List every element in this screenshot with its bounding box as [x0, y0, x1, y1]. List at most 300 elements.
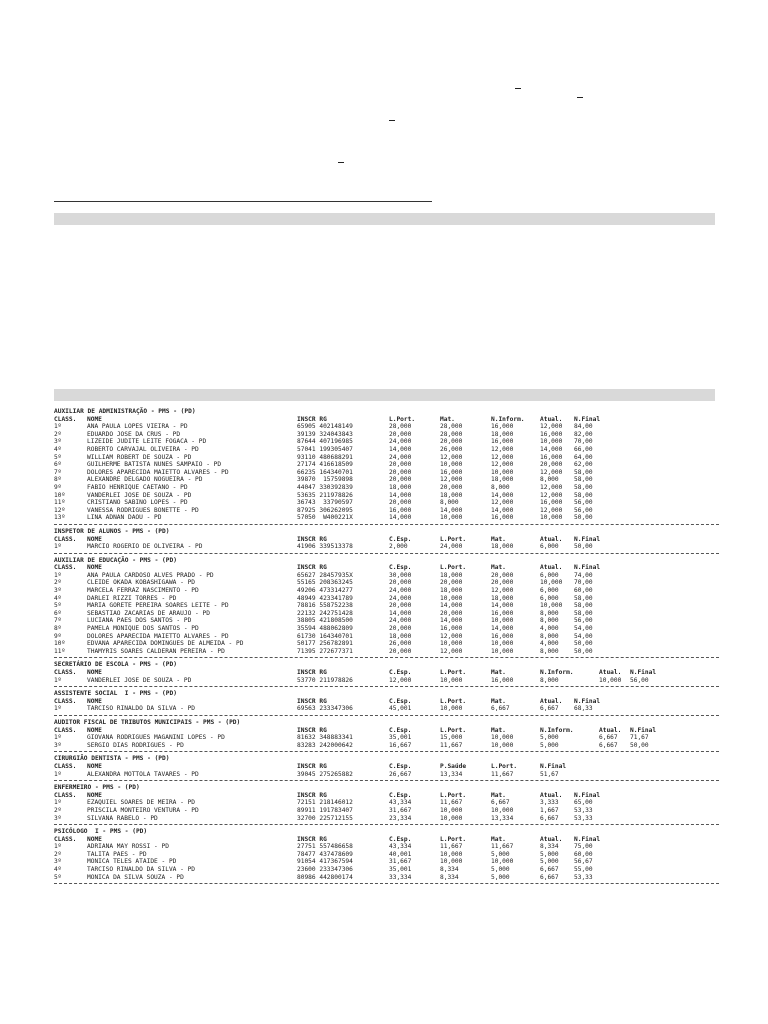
table-cell: 5º [54, 873, 62, 881]
column-header: INSCR RG [297, 697, 327, 705]
table-cell: 3º [54, 438, 62, 446]
table-cell: 16,000 [440, 625, 463, 633]
table-row [54, 705, 719, 713]
column-header: Atual. [540, 791, 563, 799]
table-cell: 2º [54, 850, 62, 858]
table-cell: 16,000 [540, 430, 563, 438]
table-cell: 8,000 [540, 647, 559, 655]
column-header: CLASS. [54, 669, 77, 676]
table-cell: 10,000 [440, 676, 463, 684]
column-header: CLASS. [54, 791, 77, 799]
table-cell: 24,000 [389, 438, 412, 446]
table-cell: 10º [54, 491, 66, 499]
section-title: INSPETOR DE ALUNOS - PMS - (PD) [54, 527, 170, 535]
table-cell: 20,000 [491, 571, 514, 579]
table-cell: 20,000 [440, 579, 463, 587]
table-cell: 1º [54, 843, 62, 851]
table-row [54, 543, 719, 551]
table-cell: 91054 417367594 [297, 858, 353, 866]
table-cell: 10,000 [440, 858, 463, 866]
results-list [54, 408, 719, 887]
table-cell: 81632 348883341 [297, 734, 353, 742]
table-cell: 64,00 [574, 453, 593, 461]
column-header: N.Final [574, 415, 601, 423]
section [54, 719, 719, 752]
column-header: N.Inform. [540, 669, 574, 676]
table-cell: 5,000 [491, 850, 510, 858]
table-cell: 5,000 [540, 734, 559, 742]
table-cell: 10,000 [440, 514, 463, 522]
table-cell: 11,667 [491, 770, 514, 778]
table-cell: 27174 416618509 [297, 461, 353, 469]
table-header [54, 763, 719, 771]
table-cell: 18,000 [440, 571, 463, 579]
table-cell: 26,000 [440, 445, 463, 453]
table-cell: 16,000 [491, 514, 514, 522]
table-cell: 15,000 [440, 734, 463, 742]
table-cell: 10,000 [491, 806, 514, 814]
table-cell: EDVANA APARECIDA DOMINGUES DE ALMEIDA - PD [87, 640, 244, 648]
table-cell: ALEXANDRE DELGADO NOGUEIRA - PD [87, 476, 203, 484]
table-cell: 24,000 [389, 587, 412, 595]
table-cell: 8,000 [540, 609, 559, 617]
table-cell: 12º [54, 506, 66, 514]
column-header: CLASS. [54, 535, 77, 543]
table-row [54, 843, 719, 851]
table-cell: 10,000 [440, 640, 463, 648]
table-cell: LUCIANA PAES DOS SANTOS - PD [87, 617, 192, 625]
table-cell: 89911 191783407 [297, 806, 353, 814]
table-cell: 40,001 [389, 850, 412, 858]
table-header [54, 416, 719, 424]
section-separator [54, 883, 719, 884]
table-cell: 14,000 [440, 602, 463, 610]
column-header: C.Esp. [389, 535, 412, 543]
column-header: CLASS. [54, 726, 77, 734]
table-cell: 51,67 [540, 770, 559, 778]
table-cell: CLEIDE OKADA KOBASHIGAWA - PD [87, 579, 196, 587]
column-header: N.Final [540, 762, 567, 770]
table-cell: 55165 208363245 [297, 579, 353, 587]
table-row [54, 640, 719, 648]
column-header: C.Esp. [389, 791, 412, 799]
table-cell: PRISCILA MONTEIRO VENTURA - PD [87, 806, 199, 814]
table-cell: 12,000 [440, 647, 463, 655]
table-cell: 69563 233347306 [297, 705, 353, 713]
table-cell: 18,000 [389, 483, 412, 491]
table-cell: 1º [54, 571, 62, 579]
table-row [54, 633, 719, 641]
column-header: CLASS. [54, 415, 77, 423]
table-cell: 20,000 [440, 609, 463, 617]
table-cell: 8º [54, 476, 62, 484]
table-cell: 53,33 [574, 814, 593, 822]
table-cell: TARCISO RINALDO DA SILVA - PD [87, 866, 196, 874]
table-cell: 53770 211978826 [297, 676, 353, 684]
table-row [54, 815, 719, 823]
table-cell: 38805 421808500 [297, 617, 353, 625]
table-cell: 5,000 [540, 741, 559, 749]
table-cell: 10,000 [491, 741, 514, 749]
table-cell: 14,000 [491, 602, 514, 610]
table-cell: 5,000 [540, 858, 559, 866]
table-cell: 11,667 [491, 843, 514, 851]
table-cell: DOLORES APARECIDA MAIETTO ALVARES - PD [87, 632, 229, 640]
column-header: C.Esp. [389, 835, 412, 843]
table-cell: 12,000 [540, 468, 563, 476]
column-header: Mat. [491, 564, 506, 572]
table-row [54, 469, 719, 477]
table-cell: 65,00 [574, 799, 593, 807]
table-cell: 20,000 [389, 461, 412, 469]
table-cell: CRISTIANO SABINO LOPES - PD [87, 499, 188, 507]
table-cell: FABIO HENRIQUE CAETANO - PD [87, 483, 188, 491]
table-row [54, 595, 719, 603]
table-header [54, 698, 719, 706]
column-header: N.Final [574, 791, 601, 799]
table-cell: ROBERTO CARVAJAL OLIVEIRA - PD [87, 445, 199, 453]
table-cell: MARCIO ROGERIO DE OLIVEIRA - PD [87, 543, 203, 551]
column-header: NOME [87, 669, 102, 676]
table-cell: 11,667 [440, 741, 463, 749]
table-row [54, 579, 719, 587]
table-cell: 8,000 [540, 676, 559, 684]
table-cell: 39139 324043843 [297, 430, 353, 438]
table-cell: 24,000 [389, 617, 412, 625]
table-cell: 16,000 [491, 632, 514, 640]
column-header: INSCR RG [297, 835, 327, 843]
column-header: CLASS. [54, 762, 77, 770]
table-cell: 6,000 [540, 571, 559, 579]
table-cell: 6º [54, 609, 62, 617]
table-cell: 50,00 [574, 543, 593, 551]
table-cell: 65627 28457935X [297, 571, 353, 579]
table-cell: 6,000 [540, 594, 559, 602]
table-cell: 11,667 [440, 799, 463, 807]
section [54, 528, 719, 554]
table-row [54, 499, 719, 507]
table-cell: 12,000 [540, 423, 563, 431]
table-cell: 18,000 [389, 632, 412, 640]
table-cell: ANA PAULA CARDOSO ALVES PRADO - PD [87, 571, 214, 579]
table-row [54, 507, 719, 515]
table-cell: SILVANA RABELO - PD [87, 814, 158, 822]
table-cell: 7º [54, 468, 62, 476]
table-header [54, 564, 719, 572]
table-cell: 2º [54, 430, 62, 438]
table-cell: 80986 442800174 [297, 873, 353, 881]
table-cell: 53,33 [574, 873, 593, 881]
table-cell: 58,00 [574, 468, 593, 476]
table-cell: 35594 488062809 [297, 625, 353, 633]
table-cell: 12,000 [540, 491, 563, 499]
table-cell: 22132 242751428 [297, 609, 353, 617]
table-cell: 18,000 [440, 491, 463, 499]
table-cell: 20,000 [389, 468, 412, 476]
table-cell: 1º [54, 770, 62, 778]
table-cell: 53635 211978826 [297, 491, 353, 499]
table-cell: 82,00 [574, 430, 593, 438]
table-cell: 78816 558752238 [297, 602, 353, 610]
table-cell: 1,667 [540, 806, 559, 814]
column-header: L.Port. [440, 726, 467, 734]
table-cell: 5º [54, 453, 62, 461]
table-cell: 61730 164340701 [297, 632, 353, 640]
section-title: AUDITOR FISCAL DE TRIBUTOS MUNICIPAIS - PMS - (PD) [54, 718, 241, 726]
column-header: C.Esp. [389, 697, 412, 705]
table-cell: 6,000 [540, 543, 559, 551]
table-cell: 66,00 [574, 445, 593, 453]
table-cell: 24,000 [389, 453, 412, 461]
table-cell: 11º [54, 647, 66, 655]
table-cell: ANA PAULA LOPES VIEIRA - PD [87, 423, 188, 431]
table-cell: 9º [54, 632, 62, 640]
table-cell: 58,00 [574, 483, 593, 491]
column-header: Atual. [540, 415, 563, 423]
table-cell: 7º [54, 617, 62, 625]
column-header: CLASS. [54, 564, 77, 572]
table-cell: 71395 272677371 [297, 647, 353, 655]
column-header: CLASS. [54, 697, 77, 705]
table-cell: 8,334 [540, 843, 559, 851]
table-cell: 27751 557486658 [297, 843, 353, 851]
table-cell: 14,000 [491, 491, 514, 499]
table-cell: 5,000 [491, 873, 510, 881]
table-cell: 10,000 [599, 676, 622, 684]
table-cell: 62,00 [574, 461, 593, 469]
table-cell: 3º [54, 814, 62, 822]
gray-band [54, 213, 715, 225]
column-header: NOME [87, 791, 102, 799]
table-cell: 58,00 [574, 594, 593, 602]
section-separator [54, 780, 719, 781]
column-header: NOME [87, 726, 102, 734]
table-cell: DOLORES APARECIDA MAIETTO ALVARES - PD [87, 468, 229, 476]
table-cell: 6,667 [599, 734, 618, 742]
table-cell: 49206 473314277 [297, 587, 353, 595]
table-cell: 10,000 [491, 468, 514, 476]
column-header: L.Port. [491, 762, 518, 770]
column-header: Atual. [599, 669, 622, 676]
table-cell: 10,000 [440, 806, 463, 814]
table-cell: 4º [54, 445, 62, 453]
table-cell: 44047 330392839 [297, 483, 353, 491]
table-cell: 23600 233347306 [297, 866, 353, 874]
table-cell: 66235 164340701 [297, 468, 353, 476]
table-cell: MONICA DA SILVA SOUZA - PD [87, 873, 184, 881]
column-header: Mat. [440, 415, 455, 423]
table-cell: 43,334 [389, 843, 412, 851]
table-cell: 1º [54, 799, 62, 807]
table-cell: 10,000 [491, 647, 514, 655]
table-cell: 6,667 [491, 705, 510, 713]
dash-mark [515, 88, 521, 89]
table-row [54, 648, 719, 656]
table-cell: 20,000 [389, 625, 412, 633]
table-cell: 2,000 [389, 543, 408, 551]
section [54, 557, 719, 659]
table-cell: 10,000 [440, 461, 463, 469]
table-row [54, 677, 719, 685]
table-cell: 93110 480688291 [297, 453, 353, 461]
column-header: P.Saúde [440, 762, 467, 770]
section-separator [54, 657, 719, 658]
table-cell: ADRIANA MAY ROSSI - PD [87, 843, 169, 851]
table-cell: GUILHERME BATISTA NUNES SAMPAIO - PD [87, 461, 222, 469]
table-cell: 13,334 [491, 814, 514, 822]
table-row [54, 602, 719, 610]
table-cell: 18,000 [491, 543, 514, 551]
table-cell: 10,000 [540, 602, 563, 610]
table-cell: 35,001 [389, 734, 412, 742]
table-cell: 14,000 [491, 625, 514, 633]
table-cell: ALEXANDRA MOTTOLA TAVARES - PD [87, 770, 199, 778]
table-cell: 28,000 [440, 423, 463, 431]
table-cell: 20,000 [491, 579, 514, 587]
table-cell: 53,33 [574, 806, 593, 814]
table-cell: 10,000 [540, 579, 563, 587]
table-cell: 13,334 [440, 770, 463, 778]
column-header: Atual. [540, 835, 563, 843]
table-cell: WILLIAM ROBERT DE SOUZA - PD [87, 453, 192, 461]
table-row [54, 625, 719, 633]
table-cell: 16,000 [491, 438, 514, 446]
table-cell: 20,000 [440, 483, 463, 491]
table-cell: 43,334 [389, 799, 412, 807]
table-cell: 10,000 [440, 814, 463, 822]
table-cell: 8º [54, 625, 62, 633]
table-cell: VANDERLEI JOSE DE SOUZA - PD [87, 676, 192, 684]
table-cell: 50,00 [574, 647, 593, 655]
table-cell: 12,000 [440, 476, 463, 484]
table-cell: 1º [54, 676, 62, 684]
table-cell: 26,000 [389, 640, 412, 648]
table-cell: 14,000 [540, 445, 563, 453]
column-header: N.Final [574, 697, 601, 705]
table-cell: 16,000 [491, 423, 514, 431]
table-cell: VANDERLEI JOSE DE SOUZA - PD [87, 491, 192, 499]
table-cell: 10,000 [440, 850, 463, 858]
table-cell: 31,667 [389, 858, 412, 866]
table-cell: 56,00 [574, 506, 593, 514]
section-title: AUXILIAR DE EDUCAÇÃO - PMS - (PD) [54, 556, 177, 564]
table-cell: 50,00 [574, 514, 593, 522]
table-cell: MONICA TELES ATAIDE - PD [87, 858, 177, 866]
table-cell: 70,00 [574, 438, 593, 446]
section [54, 661, 719, 687]
table-cell: EZAQUIEL SOARES DE MEIRA - PD [87, 799, 196, 807]
column-header: INSCR RG [297, 669, 327, 676]
column-header: L.Port. [389, 415, 416, 423]
table-cell: 71,67 [630, 734, 649, 742]
table-row [54, 587, 719, 595]
table-cell: 50177 256782891 [297, 640, 353, 648]
table-row [54, 866, 719, 874]
table-cell: 23,334 [389, 814, 412, 822]
table-row [54, 851, 719, 859]
table-cell: 16,000 [540, 499, 563, 507]
table-cell: 3º [54, 858, 62, 866]
column-header: NOME [87, 835, 102, 843]
table-cell: 14,000 [389, 491, 412, 499]
section [54, 784, 719, 825]
table-cell: 10,000 [440, 705, 463, 713]
table-cell: 32700 225712155 [297, 814, 353, 822]
table-cell: 10,000 [491, 734, 514, 742]
table-cell: 1º [54, 705, 62, 713]
table-cell: 10,000 [491, 858, 514, 866]
dash-mark [338, 162, 344, 163]
table-cell: 5º [54, 602, 62, 610]
table-cell: 8,000 [540, 617, 559, 625]
table-cell: 35,001 [389, 866, 412, 874]
table-row [54, 858, 719, 866]
table-row [54, 799, 719, 807]
table-cell: 20,000 [389, 579, 412, 587]
table-cell: 24,000 [389, 594, 412, 602]
table-cell: 33,334 [389, 873, 412, 881]
table-row [54, 476, 719, 484]
table-cell: 50,00 [574, 640, 593, 648]
table-cell: 87925 306262095 [297, 506, 353, 514]
column-header: L.Port. [440, 791, 467, 799]
table-cell: 8,334 [440, 873, 459, 881]
table-row [54, 734, 719, 742]
table-row [54, 446, 719, 454]
table-cell: 39045 275265882 [297, 770, 353, 778]
table-cell: 58,00 [574, 602, 593, 610]
table-cell: 16,667 [389, 741, 412, 749]
horizontal-rule [54, 201, 432, 202]
table-cell: 84,00 [574, 423, 593, 431]
column-header: N.Inform. [491, 415, 525, 423]
section [54, 755, 719, 781]
table-cell: 36743 33790597 [297, 499, 353, 507]
table-row [54, 771, 719, 779]
table-cell: DARLEI RIZZI TORRES - PD [87, 594, 177, 602]
column-header: NOME [87, 535, 102, 543]
table-cell: 10,000 [540, 438, 563, 446]
table-cell: 54,00 [574, 625, 593, 633]
table-cell: 2º [54, 806, 62, 814]
table-row [54, 874, 719, 882]
table-cell: 6,667 [491, 799, 510, 807]
table-cell: 14,000 [440, 506, 463, 514]
table-cell: 8,000 [540, 476, 559, 484]
table-cell: 24,000 [440, 543, 463, 551]
table-cell: 39870 15759898 [297, 476, 353, 484]
table-cell: 14,000 [389, 445, 412, 453]
table-cell: SEBASTIAO ZACARIAS DE ARAUJO - PD [87, 609, 210, 617]
section-separator [54, 686, 719, 687]
column-header: L.Port. [440, 564, 467, 572]
section-title: PSICÓLOGO I - PMS - (PD) [54, 828, 148, 836]
table-cell: 58,00 [574, 491, 593, 499]
column-header: C.Esp. [389, 726, 412, 734]
table-row [54, 492, 719, 500]
table-cell: 56,00 [630, 676, 649, 684]
table-cell: 60,00 [574, 587, 593, 595]
table-header [54, 836, 719, 844]
column-header: N.Final [630, 669, 657, 676]
section-separator [54, 553, 719, 554]
column-header: NOME [87, 415, 102, 423]
column-header: L.Port. [440, 835, 467, 843]
table-cell: VANESSA RODRIGUES BONETTE - PD [87, 506, 199, 514]
table-cell: 48949 423341789 [297, 594, 353, 602]
table-header [54, 727, 719, 735]
table-cell: 12,000 [491, 461, 514, 469]
